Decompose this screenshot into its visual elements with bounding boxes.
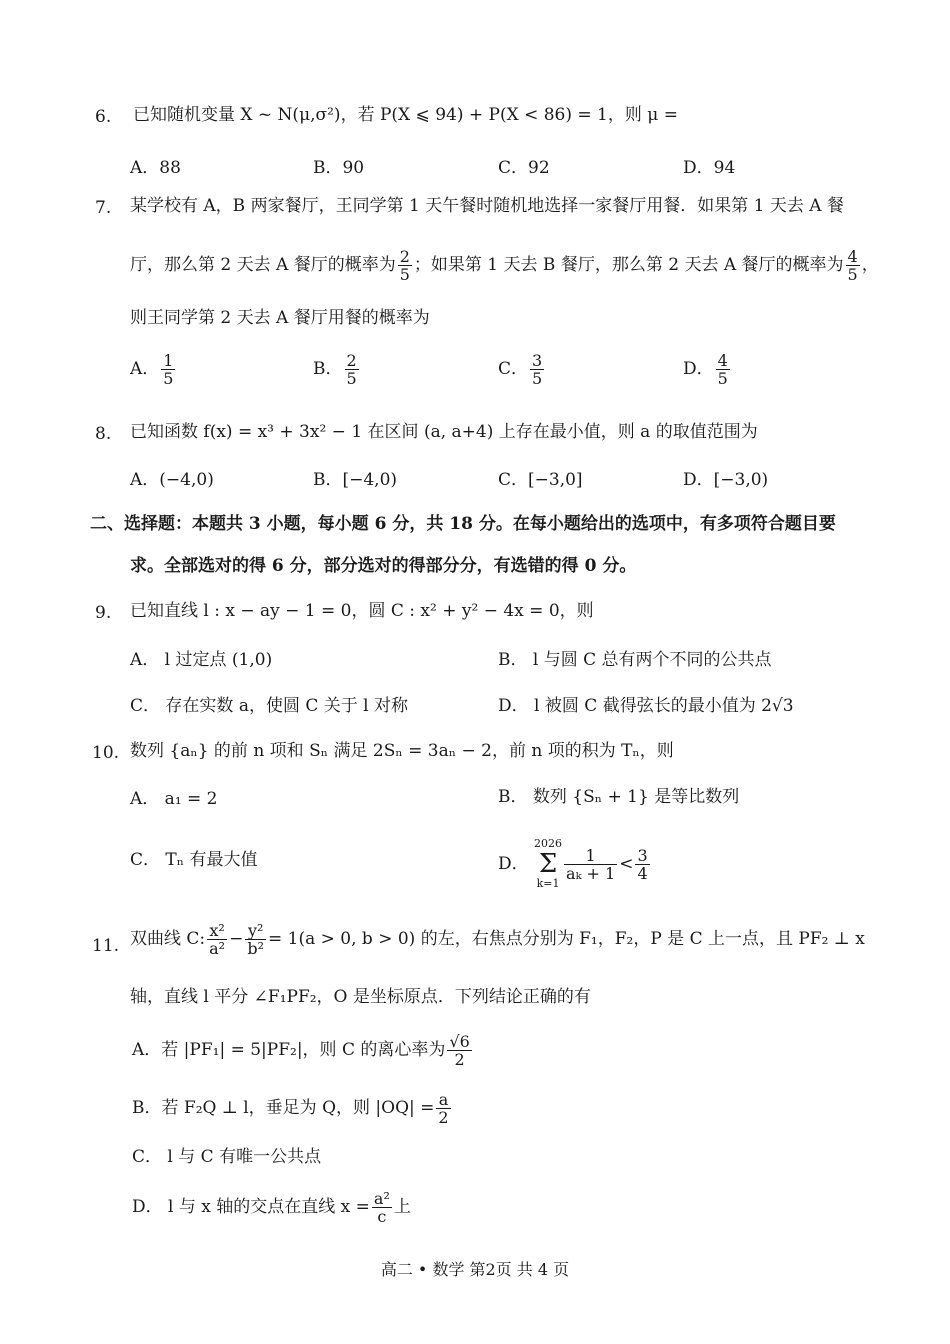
question-stem-line2: 厅，那么第 2 天去 A 餐厅的概率为 $\frac{2}{5}$ ；如果第 1 天去 B 餐厅，那么第 2 天去 A 餐厅的概率为 $\frac{4}{5}$ ，: [130, 247, 879, 284]
question-number: 7.: [95, 198, 112, 218]
option-c: C．[−3,0]: [498, 470, 583, 490]
option-d: D．94: [683, 158, 736, 178]
option-a: A．88: [130, 158, 181, 178]
fraction: $\frac{4}{5}$: [847, 247, 858, 284]
question-stem-line3: 则王同学第 2 天去 A 餐厅用餐的概率为: [130, 308, 430, 328]
question-number: 11.: [92, 936, 120, 956]
option-b: B． $\frac{2}{5}$: [313, 351, 357, 388]
summation: 2026 Σ k=1: [534, 837, 563, 890]
option-d: D． l 被圆 C 截得弦长的最小值为 2√3: [498, 696, 794, 716]
fraction: $\frac{2}{5}$: [399, 247, 410, 284]
option-a: A． $\frac{1}{5}$: [130, 351, 174, 388]
option-c: C． 存在实数 a，使圆 C 关于 l 对称: [130, 696, 409, 716]
question-stem: 已知随机变量 X ~ N(μ,σ²)，若 P(X ⩽ 94) + P(X < 86) = 1，则 μ =: [133, 105, 678, 125]
page-footer: 高二 • 数学 第2页 共 4 页: [380, 1260, 570, 1279]
option-b: B． 数列 {Sₙ + 1} 是等比数列: [498, 787, 740, 807]
option-b: B．[−4,0): [313, 470, 398, 490]
option-b: B．若 F₂Q ⊥ l，垂足为 Q，则 |OQ| = $\frac{a}{2}$: [132, 1090, 449, 1127]
option-c: C． l 与 C 有唯一公共点: [132, 1147, 322, 1167]
option-b: B． l 与圆 C 总有两个不同的公共点: [498, 650, 772, 670]
question-stem: 已知函数 f(x) = x³ + 3x² − 1 在区间 (a, a+4) 上存在最小值，则 a 的取值范围为: [130, 422, 758, 442]
section-heading-line2: 求。全部选对的得 6 分，部分选对的得部分分，有选错的得 0 分。: [130, 556, 637, 576]
option-a: A． l 过定点 (1,0): [130, 650, 273, 670]
question-number: 10.: [92, 743, 120, 763]
option-d: D． l 与 x 轴的交点在直线 x = $\frac{\text{a²}}{c}$ 上: [132, 1189, 411, 1226]
option-c: C． $\frac{3}{5}$: [498, 351, 543, 388]
question-stem: 数列 {aₙ} 的前 n 项和 Sₙ 满足 2Sₙ = 3aₙ − 2，前 n 项的积为 Tₙ，则: [130, 741, 674, 761]
option-b: B．90: [313, 158, 365, 178]
option-c: C．92: [498, 158, 550, 178]
option-a: A． a₁ = 2: [130, 789, 218, 809]
question-number: 8.: [95, 424, 112, 444]
question-number: 9.: [95, 603, 112, 623]
question-stem: 已知直线 l : x − ay − 1 = 0，圆 C : x² + y² − 4x = 0，则: [130, 601, 594, 621]
option-d: D． $\frac{4}{5}$: [683, 351, 728, 388]
question-number: 6.: [95, 107, 112, 127]
section-heading-line1: 二、选择题：本题共 3 小题，每小题 6 分，共 18 分。在每小题给出的选项中，有多项符合题目要: [90, 514, 836, 534]
option-c: C． Tₙ 有最大值: [130, 850, 258, 870]
option-d: D．[−3,0): [683, 470, 769, 490]
option-d: D． 2026 Σ k=1 $\frac{1}{\text{aₖ + 1}}$ < $\frac{3}{4}$: [498, 837, 648, 890]
question-stem-line2: 轴，直线 l 平分 ∠F₁PF₂，O 是坐标原点．下列结论正确的有: [130, 987, 591, 1007]
option-a: A．(−4,0): [130, 470, 214, 490]
option-a: A．若 |PF₁| = 5|PF₂|，则 C 的离心率为 $\frac{√6}{2}$: [132, 1032, 470, 1069]
question-stem-line1: 双曲线 C: $\frac{\text{x²}}{\text{a²}}$ − $\frac{\text{y²}}{\text{b²}}$ = 1(a > 0, b > 0) 的左，右焦点分别为 F₁，F₂，P 是 C 上一点，且 PF₂ ⊥ x: [130, 921, 865, 958]
question-stem-line1: 某学校有 A，B 两家餐厅，王同学第 1 天午餐时随机地选择一家餐厅用餐．如果第 1 天去 A 餐: [130, 196, 844, 216]
